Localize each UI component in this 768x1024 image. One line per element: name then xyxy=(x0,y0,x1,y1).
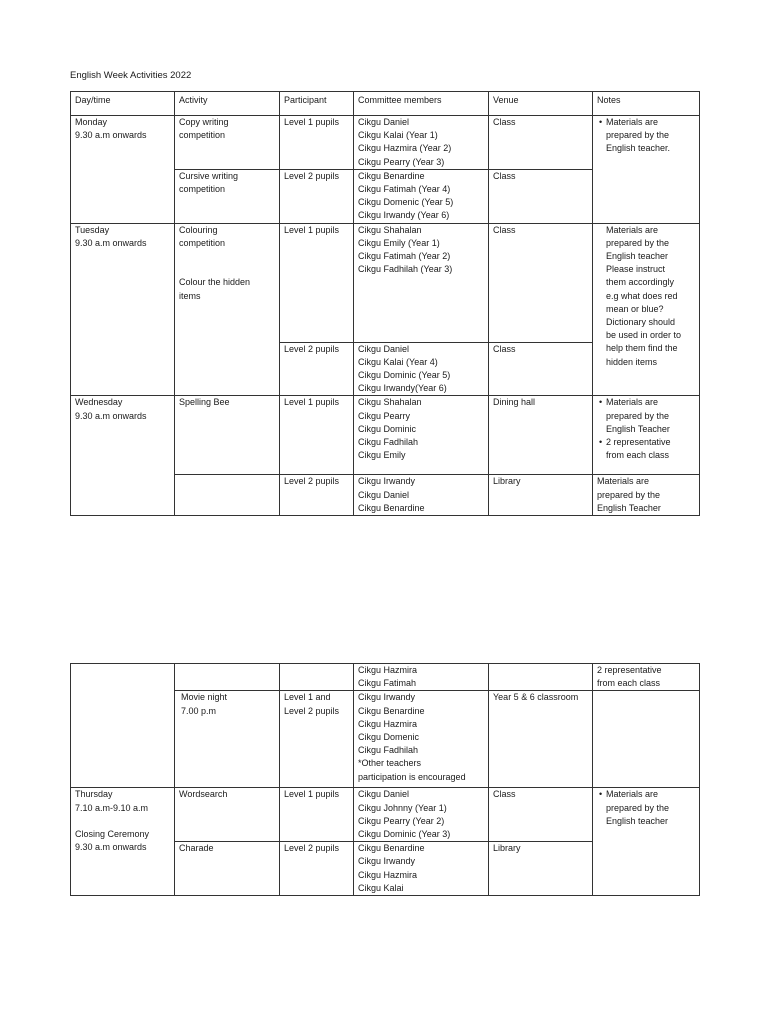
activities-table-continued xyxy=(70,663,700,896)
committee-member: Cikgu Fadhilah xyxy=(358,437,419,448)
committee-cell xyxy=(354,788,489,842)
committee-member: Cikgu Pearry xyxy=(358,410,411,421)
committee-member: Cikgu Benardine xyxy=(358,502,425,513)
committee-cell xyxy=(354,842,489,896)
committee-member: Cikgu Fadhilah xyxy=(358,745,419,756)
committee-member: Cikgu Irwandy xyxy=(358,476,416,487)
time-text: 7.10 a.m-9.10 a.m xyxy=(75,802,149,813)
committee-member: Cikgu Irwandy xyxy=(358,692,416,703)
committee-member: Cikgu Hazmira xyxy=(358,665,418,675)
notes-cell xyxy=(593,475,700,516)
notes-text: prepared by the xyxy=(606,130,670,141)
activities-table xyxy=(70,91,700,516)
notes-text: be used in order to xyxy=(606,330,682,341)
committee-member: Cikgu Johnny (Year 1) xyxy=(358,802,447,813)
notes-text: Materials are xyxy=(606,397,659,408)
venue-cell: Dining hall xyxy=(489,396,593,475)
notes-text: from each class xyxy=(606,450,670,461)
committee-member: Cikgu Hazmira xyxy=(358,718,418,729)
time-text: 9.30 a.m onwards xyxy=(75,410,147,421)
notes-text: them accordingly xyxy=(606,277,675,288)
committee-member: Cikgu Fadhilah (Year 3) xyxy=(358,264,453,275)
committee-cell xyxy=(354,691,489,788)
notes-text: 2 representative xyxy=(597,665,662,675)
notes-text: English teacher xyxy=(606,815,669,826)
activity-cell: Charade xyxy=(175,842,280,896)
notes-text: English teacher. xyxy=(606,143,671,154)
participant-text: Level 2 pupils xyxy=(284,705,340,716)
participant-cell xyxy=(280,691,354,788)
time-text: 9.30 a.m onwards xyxy=(75,842,147,853)
committee-member: Cikgu Dominic (Year 5) xyxy=(358,370,451,381)
committee-member: Cikgu Dominic (Year 3) xyxy=(358,829,451,840)
committee-member: Cikgu Irwandy (Year 6) xyxy=(358,210,450,221)
participant-cell: Level 1 pupils xyxy=(280,223,354,342)
activity-text: Copy writing xyxy=(179,117,229,127)
notes-cell xyxy=(593,788,700,896)
activity-text: Colouring xyxy=(179,224,218,235)
activity-text: Cursive writing xyxy=(179,170,239,181)
committee-member: Cikgu Kalai (Year 1) xyxy=(358,130,438,141)
committee-cell xyxy=(354,396,489,475)
committee-member: Cikgu Kalai xyxy=(358,882,404,893)
day-cell xyxy=(71,788,175,896)
notes-text: Materials are xyxy=(606,117,659,127)
time-text: 9.30 a.m onwards xyxy=(75,130,147,141)
notes-text: Materials are xyxy=(606,224,659,235)
committee-cell xyxy=(354,342,489,396)
notes-bullet xyxy=(597,116,695,129)
participant-cell: Level 2 pupils xyxy=(280,169,354,223)
committee-note: participation is encouraged xyxy=(358,771,466,782)
notes-text: from each class xyxy=(597,678,661,689)
committee-member: Cikgu Emily (Year 1) xyxy=(358,237,440,248)
notes-text: Please instruct xyxy=(606,264,666,275)
committee-cell xyxy=(354,475,489,516)
notes-text: mean or blue? xyxy=(606,303,664,314)
document-title: English Week Activities 2022 xyxy=(70,70,192,81)
activity-text: competition xyxy=(179,184,226,195)
table-row xyxy=(71,396,700,475)
venue-cell: Year 5 & 6 classroom xyxy=(489,691,593,788)
notes-bullet xyxy=(597,396,695,409)
committee-member: Cikgu Hazmira (Year 2) xyxy=(358,143,452,154)
committee-member: Cikgu Shahalan xyxy=(358,397,422,408)
committee-member: Cikgu Dominic xyxy=(358,423,417,434)
notes-bullet xyxy=(597,788,695,801)
participant-cell: Level 1 pupils xyxy=(280,116,354,170)
notes-text: prepared by the xyxy=(597,489,661,500)
committee-cell xyxy=(354,223,489,342)
committee-member: Cikgu Benardine xyxy=(358,705,425,716)
table-row xyxy=(71,664,700,691)
committee-member: Cikgu Daniel xyxy=(358,789,410,800)
activity-cell xyxy=(175,169,280,223)
table-row xyxy=(71,116,700,170)
activity-cell xyxy=(175,691,280,788)
notes-text: English Teacher xyxy=(597,502,661,513)
activity-text: competition xyxy=(179,237,226,248)
committee-member: Cikgu Shahalan xyxy=(358,224,422,235)
committee-member: Cikgu Pearry (Year 2) xyxy=(358,815,445,826)
participant-cell: Level 2 pupils xyxy=(280,842,354,896)
participant-cell: Level 1 pupils xyxy=(280,396,354,475)
venue-cell: Class xyxy=(489,169,593,223)
committee-member: Cikgu Fatimah (Year 4) xyxy=(358,184,451,195)
committee-member: Cikgu Fatimah (Year 2) xyxy=(358,251,451,262)
table-row xyxy=(71,788,700,842)
committee-member: Cikgu Daniel xyxy=(358,343,410,354)
committee-member: Cikgu Hazmira xyxy=(358,869,418,880)
notes-cell xyxy=(593,396,700,475)
notes-text: hidden items xyxy=(606,356,658,367)
activity-cell: Wordsearch xyxy=(175,788,280,842)
notes-text: e.g what does red xyxy=(606,290,678,301)
venue-cell: Library xyxy=(489,842,593,896)
day-text: Wednesday xyxy=(75,397,123,408)
notes-text: English teacher xyxy=(606,251,669,262)
day-cell xyxy=(71,223,175,396)
activity-text: items xyxy=(179,290,201,301)
day-text: Thursday xyxy=(75,789,113,800)
day-cell xyxy=(71,396,175,516)
activity-cell: Spelling Bee xyxy=(175,396,280,475)
header-row xyxy=(71,92,700,116)
notes-text: prepared by the xyxy=(606,410,670,421)
venue-cell: Class xyxy=(489,788,593,842)
notes-text: Dictionary should xyxy=(606,317,676,328)
notes-text: 2 representative xyxy=(606,437,671,448)
participant-cell: Level 1 pupils xyxy=(280,788,354,842)
committee-member: Cikgu Benardine xyxy=(358,843,425,854)
notes-text: Materials are xyxy=(597,476,650,487)
venue-cell: Class xyxy=(489,342,593,396)
notes-text: help them find the xyxy=(606,343,678,354)
notes-text: English Teacher xyxy=(606,423,670,434)
event-text: Closing Ceremony xyxy=(75,829,150,839)
activity-cell xyxy=(175,664,280,691)
activity-text: Colour the hidden xyxy=(179,277,251,288)
header-cell: Venue xyxy=(489,92,593,116)
committee-member: Cikgu Domenic (Year 5) xyxy=(358,197,454,208)
committee-member: Cikgu Kalai (Year 4) xyxy=(358,356,438,367)
day-cell xyxy=(71,664,175,788)
time-text: 9.30 a.m onwards xyxy=(75,237,147,248)
committee-member: Cikgu Fatimah xyxy=(358,678,417,689)
day-cell xyxy=(71,116,175,224)
committee-member: Cikgu Daniel xyxy=(358,489,410,500)
committee-member: Cikgu Irwandy(Year 6) xyxy=(358,383,447,394)
header-cell: Notes xyxy=(593,92,700,116)
header-cell: Day/time xyxy=(71,92,175,116)
notes-text: Materials are xyxy=(606,789,659,800)
venue-cell: Library xyxy=(489,475,593,516)
committee-member: Cikgu Daniel xyxy=(358,117,410,127)
table-row xyxy=(71,223,700,342)
notes-cell xyxy=(593,116,700,224)
committee-member: Cikgu Irwandy xyxy=(358,856,416,867)
notes-cell xyxy=(593,223,700,396)
committee-cell xyxy=(354,116,489,170)
committee-cell xyxy=(354,169,489,223)
notes-text: prepared by the xyxy=(606,802,670,813)
header-cell: Committee members xyxy=(354,92,489,116)
venue-cell xyxy=(489,664,593,691)
activity-text: Movie night xyxy=(181,692,228,703)
committee-member: Cikgu Domenic xyxy=(358,732,420,743)
venue-cell: Class xyxy=(489,223,593,342)
header-cell: Participant xyxy=(280,92,354,116)
participant-cell: Level 2 pupils xyxy=(280,475,354,516)
participant-cell xyxy=(280,664,354,691)
activity-cell xyxy=(175,116,280,170)
header-cell: Activity xyxy=(175,92,280,116)
time-text: 7.00 p.m xyxy=(181,705,217,716)
committee-member: Cikgu Benardine xyxy=(358,170,425,181)
activity-text: competition xyxy=(179,130,226,141)
notes-bullet xyxy=(597,436,695,449)
notes-text: prepared by the xyxy=(606,237,670,248)
committee-member: Cikgu Emily xyxy=(358,450,406,461)
notes-cell xyxy=(593,691,700,788)
participant-cell: Level 2 pupils xyxy=(280,342,354,396)
notes-cell xyxy=(593,664,700,691)
activity-cell xyxy=(175,223,280,396)
day-text: Monday xyxy=(75,117,108,127)
participant-text: Level 1 and xyxy=(284,692,331,703)
committee-member: Cikgu Pearry (Year 3) xyxy=(358,156,445,167)
committee-note: *Other teachers xyxy=(358,758,422,769)
venue-cell: Class xyxy=(489,116,593,170)
activity-cell xyxy=(175,475,280,516)
committee-cell xyxy=(354,664,489,691)
day-text: Tuesday xyxy=(75,224,110,235)
